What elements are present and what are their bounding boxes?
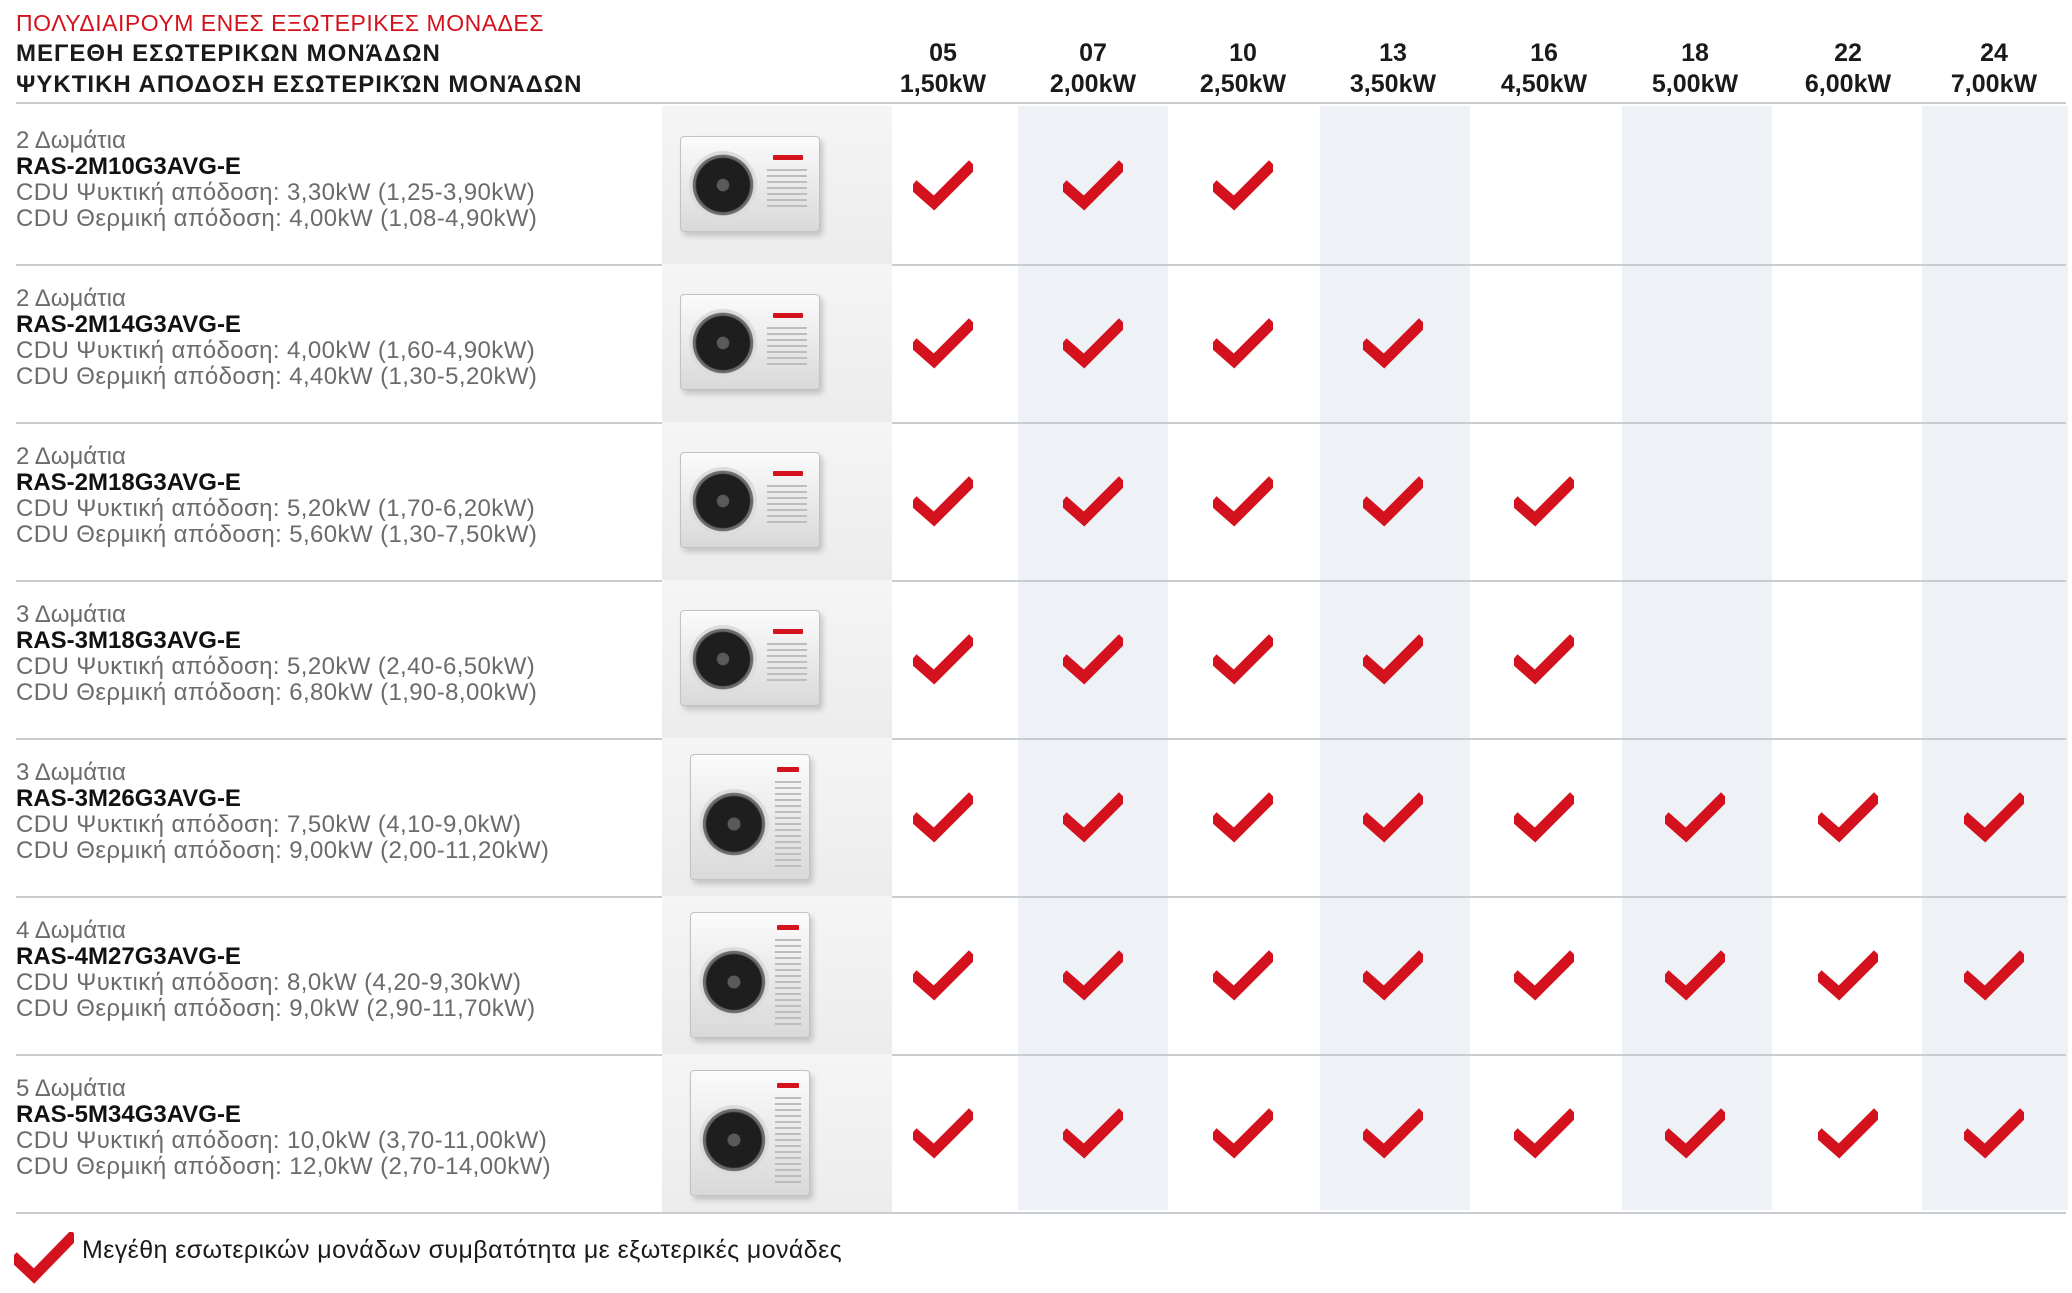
outdoor-unit-image xyxy=(662,106,892,264)
check-icon xyxy=(913,318,973,370)
column-power: 5,00kW xyxy=(1651,70,1739,98)
row-divider xyxy=(16,1212,2066,1214)
check-icon xyxy=(1363,950,1423,1002)
unit-rooms: 2 Δωμάτια xyxy=(16,443,126,470)
check-icon xyxy=(1213,950,1273,1002)
check-icon xyxy=(1514,634,1574,686)
column-size: 13 xyxy=(1379,39,1407,67)
unit-model: RAS-2M10G3AVG-E xyxy=(16,153,241,180)
check-icon xyxy=(913,476,973,528)
column-header-0 xyxy=(868,38,1018,100)
unit-model: RAS-2M14G3AVG-E xyxy=(16,311,241,338)
unit-heating: CDU Θερμική απόδοση: 9,00kW (2,00-11,20kW) xyxy=(16,837,550,864)
check-icon xyxy=(1213,160,1273,212)
unit-rooms: 3 Δωμάτια xyxy=(16,759,126,786)
check-icon xyxy=(1213,318,1273,370)
table-row xyxy=(16,580,2072,738)
unit-description xyxy=(16,760,549,864)
unit-heating: CDU Θερμική απόδοση: 5,60kW (1,30-7,50kW) xyxy=(16,521,538,548)
check-icon xyxy=(1213,792,1273,844)
check-icon xyxy=(1514,792,1574,844)
table-row xyxy=(16,1054,2072,1212)
fan-icon xyxy=(689,309,757,377)
outdoor-unit-image xyxy=(662,1054,892,1212)
check-icon xyxy=(1063,792,1123,844)
table-row xyxy=(16,896,2072,1054)
check-icon xyxy=(1665,792,1725,844)
check-icon xyxy=(1063,950,1123,1002)
unit-model: RAS-5M34G3AVG-E xyxy=(16,1101,241,1128)
unit-description xyxy=(16,286,537,390)
check-icon xyxy=(1665,950,1725,1002)
check-icon xyxy=(1063,476,1123,528)
check-icon xyxy=(1213,476,1273,528)
unit-rooms: 3 Δωμάτια xyxy=(16,601,126,628)
check-icon xyxy=(1964,1108,2024,1160)
legend-label: Μεγέθη εσωτερικών μονάδων συμβατότητα με εξωτερικές μονάδες xyxy=(82,1236,843,1264)
unit-cooling: CDU Ψυκτική απόδοση: 4,00kW (1,60-4,90kW) xyxy=(16,337,536,364)
check-icon xyxy=(1514,1108,1574,1160)
header-subtitle-2: ΨΥΚΤΙΚΗ ΑΠΟΔΟΣΗ ΕΣΩΤΕΡΙΚΏΝ ΜΟΝΆΔΩΝ xyxy=(16,71,583,98)
fan-icon xyxy=(699,1105,769,1175)
check-icon xyxy=(913,634,973,686)
column-power: 1,50kW xyxy=(899,70,987,98)
check-icon xyxy=(1514,476,1574,528)
unit-heating: CDU Θερμική απόδοση: 4,00kW (1,08-4,90kW) xyxy=(16,205,538,232)
unit-heating: CDU Θερμική απόδοση: 6,80kW (1,90-8,00kW) xyxy=(16,679,538,706)
check-icon xyxy=(1363,792,1423,844)
unit-description xyxy=(16,918,536,1022)
outdoor-unit-image xyxy=(662,422,892,580)
header-title: ΠΟΛΥΔΙΑΙΡΟΥΜ ΕΝΕΣ ΕΞΩΤΕΡΙΚΕΣ ΜΟΝΑΔΕΣ xyxy=(16,10,544,36)
column-header-3 xyxy=(1318,38,1468,100)
unit-model: RAS-3M26G3AVG-E xyxy=(16,785,241,812)
check-icon xyxy=(1964,950,2024,1002)
header-subtitle: ΜΕΓΕΘΗ ΕΣΩΤΕΡΙΚΩΝ ΜΟΝΆΔΩΝ xyxy=(16,40,441,67)
check-icon xyxy=(913,792,973,844)
unit-description xyxy=(16,602,537,706)
unit-description xyxy=(16,1076,551,1180)
column-power: 3,50kW xyxy=(1349,70,1437,98)
check-icon xyxy=(1818,950,1878,1002)
column-power: 2,00kW xyxy=(1049,70,1137,98)
column-size: 24 xyxy=(1980,39,2008,67)
check-icon xyxy=(1063,634,1123,686)
column-header-4 xyxy=(1469,38,1619,100)
header-divider xyxy=(16,102,2066,104)
unit-model: RAS-2M18G3AVG-E xyxy=(16,469,241,496)
column-header-7 xyxy=(1919,38,2069,100)
check-icon xyxy=(1063,318,1123,370)
unit-heating: CDU Θερμική απόδοση: 12,0kW (2,70-14,00kW) xyxy=(16,1153,552,1180)
column-power: 7,00kW xyxy=(1950,70,2038,98)
check-icon xyxy=(1363,318,1423,370)
outdoor-unit-image xyxy=(662,896,892,1054)
legend-check-icon xyxy=(14,1232,74,1284)
unit-description xyxy=(16,444,537,548)
outdoor-unit-image xyxy=(662,738,892,896)
check-icon xyxy=(1363,634,1423,686)
column-header-5 xyxy=(1620,38,1770,100)
unit-cooling: CDU Ψυκτική απόδοση: 5,20kW (2,40-6,50kW) xyxy=(16,653,536,680)
table-row xyxy=(16,264,2072,422)
unit-rooms: 2 Δωμάτια xyxy=(16,285,126,312)
column-size: 07 xyxy=(1079,39,1107,67)
fan-icon xyxy=(699,947,769,1017)
table-header xyxy=(16,8,582,100)
column-size: 16 xyxy=(1530,39,1558,67)
unit-heating: CDU Θερμική απόδοση: 9,0kW (2,90-11,70kW) xyxy=(16,995,536,1022)
outdoor-unit-image xyxy=(662,264,892,422)
check-icon xyxy=(913,1108,973,1160)
check-icon xyxy=(1213,1108,1273,1160)
check-icon xyxy=(913,160,973,212)
column-size: 05 xyxy=(929,39,957,67)
unit-cooling: CDU Ψυκτική απόδοση: 5,20kW (1,70-6,20kW) xyxy=(16,495,536,522)
check-icon xyxy=(1213,634,1273,686)
unit-rooms: 4 Δωμάτια xyxy=(16,917,126,944)
unit-cooling: CDU Ψυκτική απόδοση: 10,0kW (3,70-11,00kW) xyxy=(16,1127,548,1154)
unit-rooms: 2 Δωμάτια xyxy=(16,127,126,154)
unit-cooling: CDU Ψυκτική απόδοση: 8,0kW (4,20-9,30kW) xyxy=(16,969,522,996)
unit-rooms: 5 Δωμάτια xyxy=(16,1075,126,1102)
column-power: 4,50kW xyxy=(1500,70,1588,98)
check-icon xyxy=(1063,1108,1123,1160)
unit-model: RAS-3M18G3AVG-E xyxy=(16,627,241,654)
fan-icon xyxy=(689,467,757,535)
check-icon xyxy=(1818,1108,1878,1160)
column-header-6 xyxy=(1773,38,1923,100)
outdoor-unit-image xyxy=(662,580,892,738)
check-icon xyxy=(1665,1108,1725,1160)
check-icon xyxy=(1363,476,1423,528)
column-header-2 xyxy=(1168,38,1318,100)
check-icon xyxy=(1363,1108,1423,1160)
unit-cooling: CDU Ψυκτική απόδοση: 7,50kW (4,10-9,0kW) xyxy=(16,811,522,838)
table-row xyxy=(16,738,2072,896)
column-header-1 xyxy=(1018,38,1168,100)
check-icon xyxy=(1964,792,2024,844)
unit-cooling: CDU Ψυκτική απόδοση: 3,30kW (1,25-3,90kW) xyxy=(16,179,536,206)
fan-icon xyxy=(699,789,769,859)
check-icon xyxy=(913,950,973,1002)
fan-icon xyxy=(689,151,757,219)
check-icon xyxy=(1063,160,1123,212)
unit-heating: CDU Θερμική απόδοση: 4,40kW (1,30-5,20kW) xyxy=(16,363,538,390)
fan-icon xyxy=(689,625,757,693)
column-size: 18 xyxy=(1681,39,1709,67)
check-icon xyxy=(1818,792,1878,844)
check-icon xyxy=(1514,950,1574,1002)
table-row xyxy=(16,106,2072,264)
unit-description xyxy=(16,128,537,232)
column-power: 6,00kW xyxy=(1804,70,1892,98)
column-power: 2,50kW xyxy=(1199,70,1287,98)
column-size: 10 xyxy=(1229,39,1257,67)
table-row xyxy=(16,422,2072,580)
unit-model: RAS-4M27G3AVG-E xyxy=(16,943,241,970)
column-size: 22 xyxy=(1834,39,1862,67)
